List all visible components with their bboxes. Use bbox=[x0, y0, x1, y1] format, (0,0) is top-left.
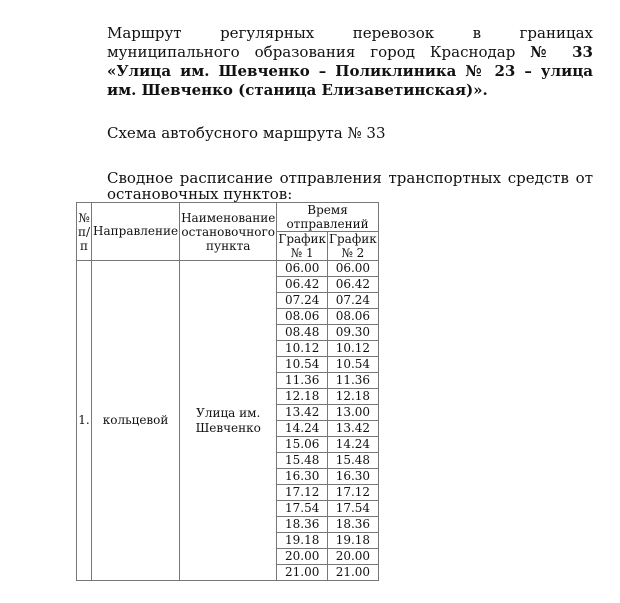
time-cell-schedule-2: 10.54 bbox=[328, 357, 379, 373]
time-cell-schedule-1: 15.48 bbox=[277, 453, 328, 469]
time-cell-schedule-1: 16.30 bbox=[277, 469, 328, 485]
time-cell-schedule-2: 13.42 bbox=[328, 421, 379, 437]
header-schedule-1: График № 1 bbox=[278, 232, 327, 260]
time-cell-schedule-1: 10.12 bbox=[277, 341, 328, 357]
time-cell-schedule-1: 08.48 bbox=[277, 325, 328, 341]
time-cell-schedule-2: 19.18 bbox=[328, 533, 379, 549]
row-num: 1. bbox=[77, 261, 92, 581]
time-cell-schedule-1: 20.00 bbox=[277, 549, 328, 565]
time-cell-schedule-2: 10.12 bbox=[328, 341, 379, 357]
time-cell-schedule-1: 14.24 bbox=[277, 421, 328, 437]
schedule-body bbox=[77, 261, 379, 581]
time-cell-schedule-2: 14.24 bbox=[328, 437, 379, 453]
time-cell-schedule-2: 12.18 bbox=[328, 389, 379, 405]
time-cell-schedule-2: 15.48 bbox=[328, 453, 379, 469]
table-row bbox=[77, 261, 379, 277]
time-cell-schedule-1: 07.24 bbox=[277, 293, 328, 309]
time-cell-schedule-1: 17.12 bbox=[277, 485, 328, 501]
time-cell-schedule-2: 16.30 bbox=[328, 469, 379, 485]
time-cell-schedule-2: 18.36 bbox=[328, 517, 379, 533]
time-cell-schedule-1: 06.42 bbox=[277, 277, 328, 293]
time-cell-schedule-1: 11.36 bbox=[277, 373, 328, 389]
route-heading-bold: № 33 «Улица им. Шевченко – Поликлиника № 23 – улица им. Шевченко (станица Елизаветинская)». bbox=[107, 43, 593, 99]
time-cell-schedule-1: 13.42 bbox=[277, 405, 328, 421]
time-cell-schedule-1: 18.36 bbox=[277, 517, 328, 533]
time-cell-schedule-2: 06.42 bbox=[328, 277, 379, 293]
time-cell-schedule-2: 17.12 bbox=[328, 485, 379, 501]
time-cell-schedule-1: 15.06 bbox=[277, 437, 328, 453]
time-cell-schedule-2: 13.00 bbox=[328, 405, 379, 421]
header-schedule-2: График № 2 bbox=[329, 232, 377, 260]
summary-title: Сводное расписание отправления транспортных средств от остановочных пунктов: bbox=[107, 169, 593, 203]
time-cell-schedule-1: 10.54 bbox=[277, 357, 328, 373]
time-cell-schedule-2: 20.00 bbox=[328, 549, 379, 565]
scheme-title: Схема автобусного маршрута № 33 bbox=[107, 124, 386, 142]
time-cell-schedule-2: 07.24 bbox=[328, 293, 379, 309]
time-cell-schedule-2: 06.00 bbox=[328, 261, 379, 277]
time-cell-schedule-2: 08.06 bbox=[328, 309, 379, 325]
time-cell-schedule-2: 17.54 bbox=[328, 501, 379, 517]
time-cell-schedule-1: 12.18 bbox=[277, 389, 328, 405]
time-cell-schedule-1: 21.00 bbox=[277, 565, 328, 581]
time-cell-schedule-1: 06.00 bbox=[277, 261, 328, 277]
row-stop-name: Улица им. Шевченко bbox=[180, 261, 277, 581]
time-cell-schedule-2: 21.00 bbox=[328, 565, 379, 581]
header-stop-name: Наименование остановочного пункта bbox=[180, 203, 277, 261]
row-direction: кольцевой bbox=[92, 261, 180, 581]
route-heading bbox=[107, 24, 593, 100]
schedule-table bbox=[76, 202, 379, 581]
header-num: № п/п bbox=[77, 203, 92, 261]
time-cell-schedule-1: 19.18 bbox=[277, 533, 328, 549]
route-heading-intro: Маршрут регулярных перевозок в границах муниципального образования город Краснодар bbox=[107, 24, 593, 61]
time-cell-schedule-1: 08.06 bbox=[277, 309, 328, 325]
header-departure-time: Время отправлений bbox=[277, 203, 378, 232]
header-direction: Направление bbox=[92, 203, 180, 261]
time-cell-schedule-2: 09.30 bbox=[328, 325, 379, 341]
time-cell-schedule-2: 11.36 bbox=[328, 373, 379, 389]
time-cell-schedule-1: 17.54 bbox=[277, 501, 328, 517]
